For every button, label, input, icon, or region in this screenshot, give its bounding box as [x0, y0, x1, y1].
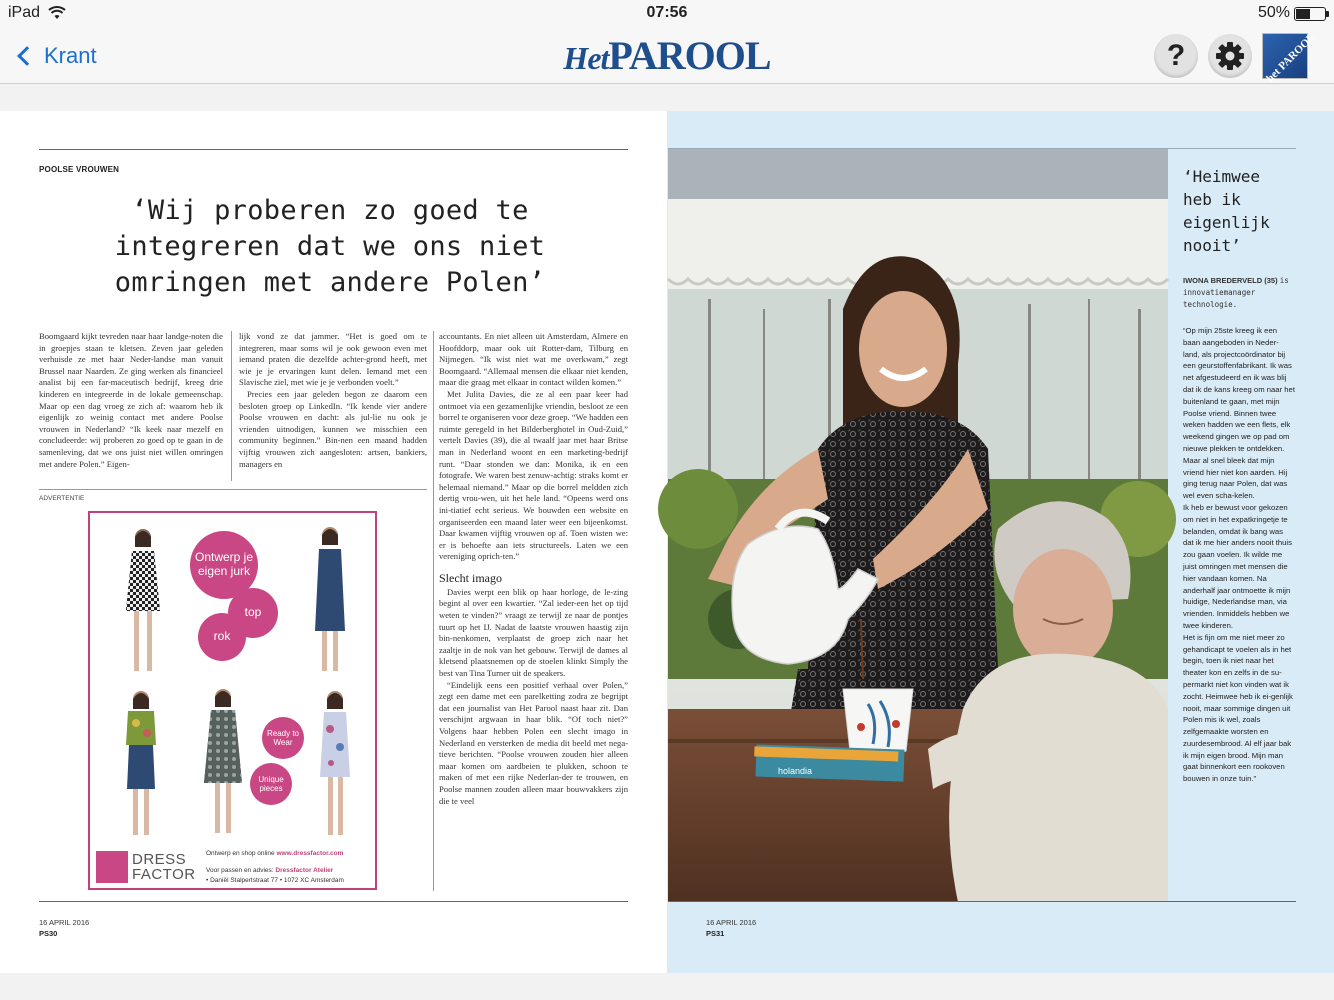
column-divider — [231, 331, 232, 481]
article-column-1 — [39, 331, 223, 483]
footer-page-number: PS30 — [39, 929, 58, 938]
book-title: holandia — [778, 766, 813, 776]
article-headline: ‘Wij proberen zo goed te integreren dat we ons niet omringen met andere Polen’ — [114, 195, 546, 298]
article-column-3 — [439, 331, 628, 896]
pull-quote: ‘Heimwee heb ik eigenlijk nooit’ — [1183, 167, 1270, 255]
portrait-photo — [668, 149, 1168, 902]
brand-line-2: FACTOR — [132, 866, 196, 883]
sidebar-body — [1183, 325, 1295, 785]
ad-address: • Daniël Stalpertstraat 77 • 1072 XC Amsterdam — [206, 877, 344, 884]
houndstooth-dress-model — [118, 523, 168, 683]
paragraph: Precies een jaar geleden begon ze daarom een besloten groep op LinkedIn. “Ik kende vier andere Poolse vrouwen en dacht: als jul-lie nu ook je vrienden uitnodigen, kunnen we misschien een community beginnen.” Bin-nen een maand hadden vijftig vrouwen zich aangesloten: artsen, bankiers, managers en — [239, 388, 427, 469]
newspaper-thumbnail[interactable] — [1262, 31, 1318, 85]
column-divider — [433, 331, 434, 891]
footer-date: 16 APRIL 2016 — [39, 918, 90, 927]
paragraph: “Op mijn 25ste kreeg ik een baan aangeboden in Neder-land, als projectcoördinator bij een geurstoffenfabrikant. Ik was net afgestudeerd en ik was blij dat ik de kans kreeg om naar het buitenland te gaan, met mijn Poolse vriend. Binnen twee weken hadden we een flets, elk weekend gingen we op pad om nieuwe plekken te ontdekken. Maar al snel bleek dat mijn vriend hier niet kon aarden. Hij ging terug naar Polen, dat was wel even scha-kelen. — [1183, 326, 1295, 501]
paragraph: Davies werpt een blik op haar horloge, de le-zing begint al over een kwartier. “Zal ieder-een het op tijd weten te vinden?” vraagt ze terwijl ze naar de pontjes tuurt op het IJ. Nadat de laatste vrouwen haastig zijn bin-nenkomen, verplaatst de groep zich naar het zaaltje in de nok van het gebouw. Terwijl de dames al kletsend plaatsnemen op de stoelen klinkt Simply the best van Tina Turner uit de speakers. — [439, 586, 628, 679]
ad-rule — [39, 489, 427, 490]
sidebar-column — [1183, 165, 1295, 785]
paragraph: Met Julita Davies, die ze al een paar keer had ontmoet via een gezamenlijke vriendin, besloot ze een borrel te organiseren voor deze groep. “We hadden een ruimte geregeld in het Bilderberghotel in Oud-Zuid,” vertelt Davies (39), die al twaalf jaar met haar Britse man in Nederland woont en een marketing-bedrijf runt. “Daar stonden we dan: Monika, ik en een fotografe. We waren best zenuw-achtig: straks komt er helemaal niemand.” Maar op die borrel meldden zich dertig vrou-wen, uit het hele land. “Opeens werd ons ini-tiatief echt serieus. We bouwden een website en organiseerden een maand later weer een bijeenkomst. Daar kwamen vijftig vrouwen op af. Toen wisten we: er is behoefte aan iets structureels. Laten we een vereniging oprich-ten.” — [439, 388, 628, 562]
brand-line-1: DRESS — [132, 851, 187, 868]
bubble-ready-to-wear: Ready to Wear — [262, 717, 304, 759]
logo-parool: PAROOL — [608, 33, 771, 78]
thumbnail-label: het PAROOL — [1264, 31, 1318, 85]
article-column-2 — [239, 331, 427, 483]
section-label: POOLSE VROUWEN — [39, 165, 120, 174]
paragraph: “Eindelijk eens een positief verhaal over Polen,” zegt een dame met een parelketting zodra ze begrijpt dat een journalist van Het Parool naast haar zit. Dan verschijnt argwaan in haar blik. “Of toch niet?” Volgens haar hebben Polen een slecht imago in Nederland en versterken de media dit beeld met nega-tieve berichten. “Poolse vrouwen zouden hier alleen maar komen om aardbeien te plukken, schoon te maken of met een rijke Nederlan-der te trouwen, en Poolse mannen zouden alleen maar bouwvakkers zijn die te veel — [439, 679, 628, 806]
paragraph: Boomgaard kijkt tevreden naar haar landge-noten die in groepjes staan te kletsen. Zeven jaar geleden verhuisde ze met haar Neder-landse man vanuit Brussel naar Naarden. Ze ging werken als financieel analist bij een far-maceutisch bedrijf, kreeg drie kinderen en integreerde in de lokale gemeenschap. Maar op een dag vroeg ze zich af: waarom heb ik eigenlijk zo weinig contact met andere Poolse vrouwen in Nederland? “Ik keek naar mezelf en concludeerde: wij proberen zo goed op te gaan in de samenleving, dat we ons juist niet willen omringen met andere Polen.” Eigen- — [39, 331, 223, 469]
dressfactor-advertisement[interactable] — [88, 511, 377, 890]
footer-page-number: PS31 — [706, 929, 725, 938]
top-rule — [668, 148, 1296, 149]
subheading: Slecht imago — [439, 570, 502, 585]
paragraph: Het is fijn om me niet meer zo gehandicapt te voelen als in het begin, toen ik niet naar het theater kon en zelfs in de su-permarkt niet kon vinden wat ik zocht. Heimwee heb ik ei-genlijk nooit, maar sommige dingen uit Polen mis ik wel, zoals zelfgemaakte worsten en zuurdesembrood. Al elf jaar bak ik mijn eigen brood. Mijn man gaat binnenkort een rookoven bouwen in onze tuin.” — [1183, 632, 1293, 784]
clock: 07:56 — [646, 4, 688, 21]
page-ps31 — [667, 111, 1334, 973]
advertisement-label: ADVERTENTIE — [39, 495, 85, 502]
ad-shop-line — [206, 850, 343, 857]
bubble-design-dress: Ontwerp je eigen jurk — [190, 531, 258, 599]
byline-description: is innovatiemanager technologie. — [1183, 276, 1289, 309]
dressfactor-logo — [96, 849, 194, 885]
bubble-unique-pieces: Unique pieces — [250, 763, 292, 805]
paragraph: Ik heb er bewust voor gekozen om niet in het expatkringetje te belanden, omdat ik bang was dat ik me hier anders nooit thuis zou gaan voelen. Ik wilde me juist omringen met mensen die hier vandaan komen. Na anderhalf jaar ontmoette ik mijn huidige, Nederlandse man, via vrienden. Inmiddels hebben we twee kinderen. — [1183, 502, 1292, 630]
gear-icon — [1215, 41, 1245, 71]
back-label: Krant — [44, 43, 97, 68]
ad-shop-text: Ontwerp en shop online — [206, 850, 275, 857]
bottom-rule — [39, 901, 628, 902]
byline-name: IWONA BREDERVELD (35) — [1183, 276, 1278, 285]
bottom-rule — [668, 901, 1296, 902]
ad-fit-place: Dressfactor Atelier — [275, 867, 334, 874]
floral-top-model — [116, 685, 166, 843]
ad-fitting-line — [206, 867, 333, 874]
battery-percentage: 50% — [1257, 4, 1290, 21]
status-bar — [0, 0, 1334, 28]
paragraph: lijk vond ze dat jammer. “Het is goed om te integreren, maar soms wil je ook gewoon even met iemand praten die dezelfde achter-grond heeft, met wie je je ervaringen kunt delen. Iemand met een Slavische ziel, met wie je je verbonden voelt.” — [239, 331, 427, 388]
navy-dress-model — [305, 521, 355, 681]
navigation-bar — [0, 28, 1334, 84]
bubble-skirt: rok — [198, 613, 246, 661]
top-rule — [39, 149, 628, 150]
ad-fit-text: Voor passen en advies: — [206, 867, 274, 874]
paragraph: accountants. En niet alleen uit Amsterdam, Almere en Hoofddorp, maar ook uit Rotter-dam, Tilburg en Nijmegen. “Ik wist niet wat me overkwam,” zegt Boomgaard. “Allemaal mensen die elkaar niet kenden, maar die graag met elkaar in contact wilden komen.” — [439, 331, 628, 388]
byline — [1183, 275, 1295, 311]
settings-button[interactable] — [1208, 34, 1252, 78]
het-parool-logo — [0, 32, 1334, 79]
bubble-top: top — [228, 588, 278, 638]
footer-date: 16 APRIL 2016 — [706, 918, 757, 927]
question-mark-icon: ? — [1166, 39, 1186, 72]
ad-shop-url[interactable]: www.dressfactor.com — [276, 850, 344, 857]
device-name: iPad — [8, 4, 41, 21]
book-stack — [754, 744, 904, 781]
battery-icon — [1294, 7, 1326, 21]
help-button[interactable] — [1154, 34, 1198, 78]
dressfactor-logo-mark — [96, 851, 128, 883]
printed-wrap-dress-model — [198, 683, 248, 843]
logo-het: Het — [563, 40, 609, 76]
floral-dress-model — [312, 685, 358, 843]
page-ps30 — [0, 111, 667, 973]
